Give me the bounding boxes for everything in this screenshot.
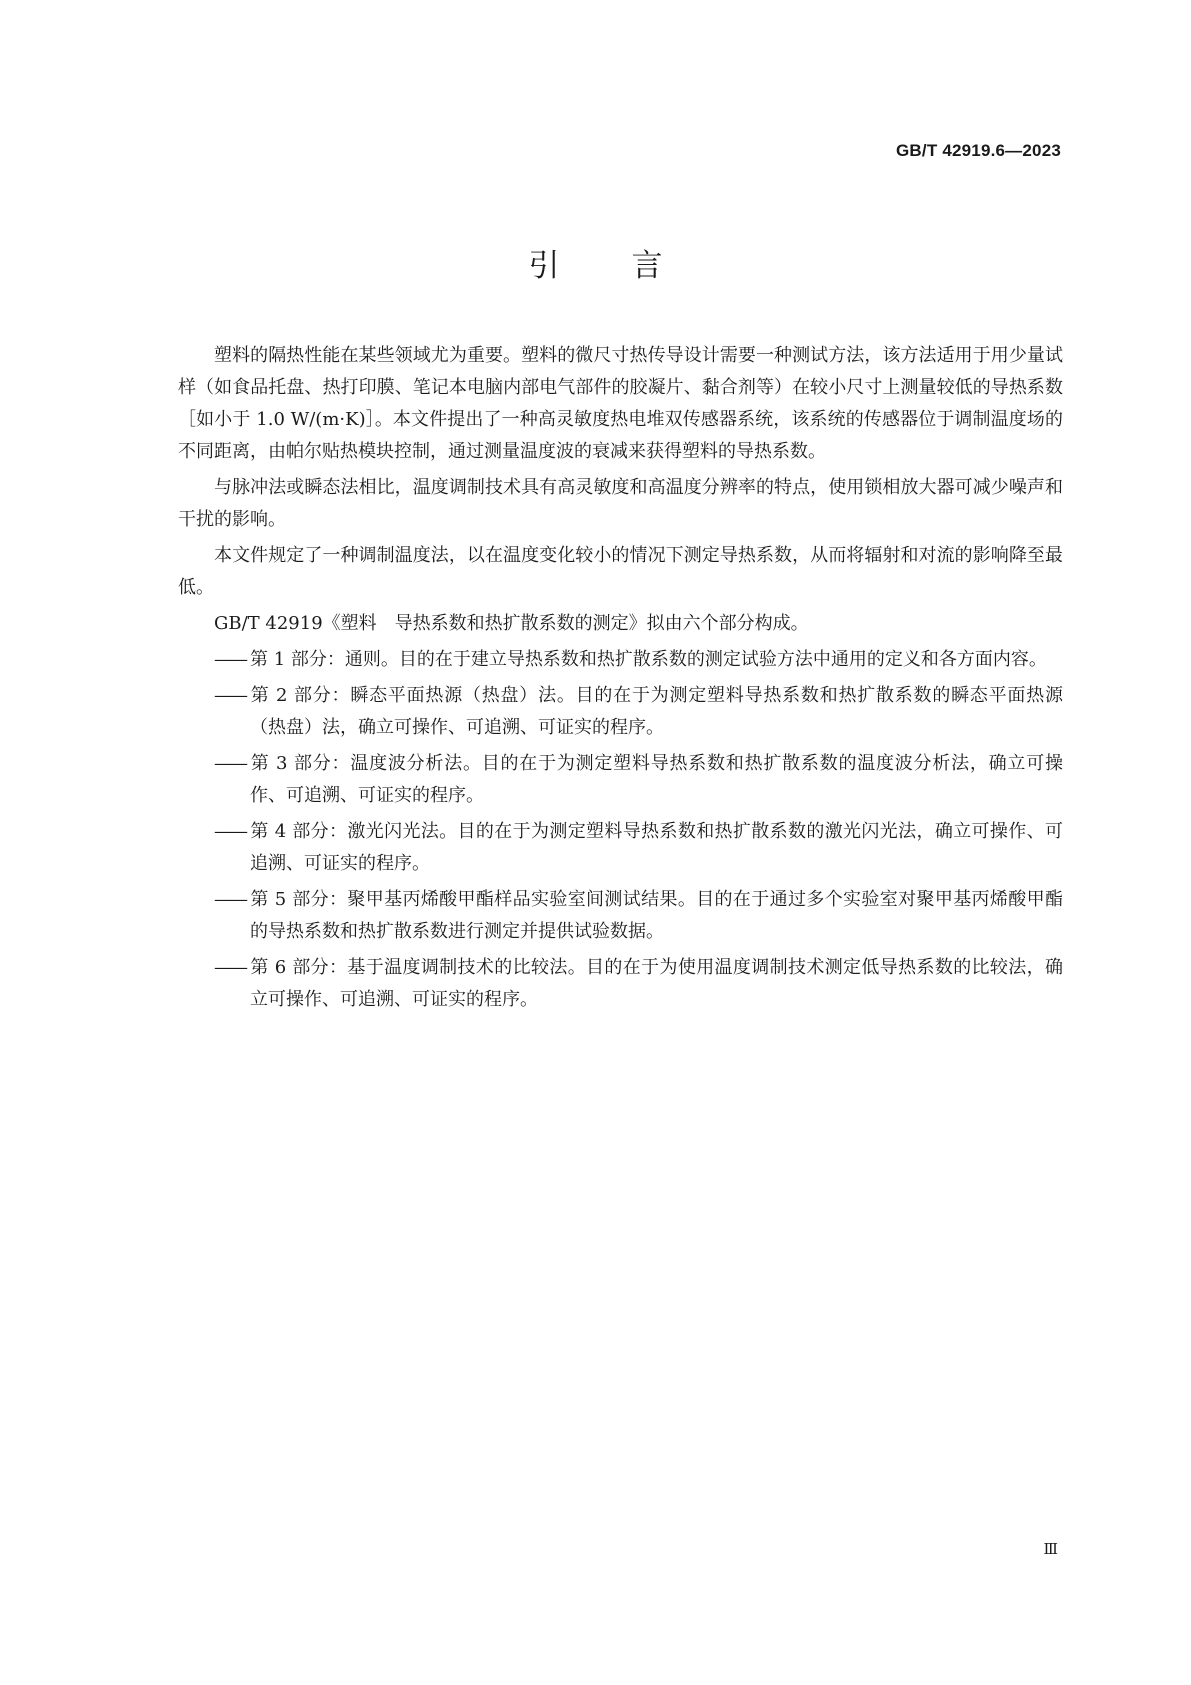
dash-marker: —— [214,685,246,706]
list-item [178,884,1063,948]
dash-marker: —— [214,753,246,774]
part-1-text: 第 1 部分：通则。目的在于建立导热系数和热扩散系数的测定试验方法中通用的定义和各方面内容。 [250,649,1047,670]
dash-marker: —— [214,957,246,978]
paragraph-3: 本文件规定了一种调制温度法，以在温度变化较小的情况下测定导热系数，从而将辐射和对流的影响降至最低。 [178,545,1063,598]
standard-code: GB/T 42919.6—2023 [896,141,1061,160]
parts-list [178,644,1063,1016]
list-item [178,680,1063,744]
dash-marker: —— [214,649,246,670]
page-number: Ⅲ [1043,1540,1058,1558]
part-3-text: 第 3 部分：温度波分析法。目的在于为测定塑料导热系数和热扩散系数的温度波分析法，确立可操作、可追溯、可证实的程序。 [250,753,1063,806]
part-4-text: 第 4 部分：激光闪光法。目的在于为测定塑料导热系数和热扩散系数的激光闪光法，确立可操作、可追溯、可证实的程序。 [250,821,1063,874]
page-title: 引言 [528,248,735,284]
dash-marker: —— [214,889,246,910]
part-2-text: 第 2 部分：瞬态平面热源（热盘）法。目的在于为测定塑料导热系数和热扩散系数的瞬态平面热源（热盘）法，确立可操作、可追溯、可证实的程序。 [250,685,1063,738]
document-body [178,340,1063,1020]
list-item [178,748,1063,812]
paragraph-2: 与脉冲法或瞬态法相比，温度调制技术具有高灵敏度和高温度分辨率的特点，使用锁相放大器可减少噪声和干扰的影响。 [178,477,1063,530]
list-item [178,952,1063,1016]
dash-marker: —— [214,821,246,842]
paragraph-1: 塑料的隔热性能在某些领域尤为重要。塑料的微尺寸热传导设计需要一种测试方法，该方法适用于用少量试样（如食品托盘、热打印膜、笔记本电脑内部电气部件的胶凝片、黏合剂等）在较小尺寸上测量较低的导热系数［如小于 1.0 W/(m·K)］。本文件提出了一种高灵敏度热电堆双传感器系统，该系统的传感器位于调制温度场的不同距离，由帕尔贴热模块控制，通过测量温度波的衰减来获得塑料的导热系数。 [178,345,1063,462]
part-6-text: 第 6 部分：基于温度调制技术的比较法。目的在于为使用温度调制技术测定低导热系数的比较法，确立可操作、可追溯、可证实的程序。 [250,957,1063,1010]
parts-intro: GB/T 42919《塑料 导热系数和热扩散系数的测定》拟由六个部分构成。 [214,613,809,634]
list-item [178,644,1063,676]
part-5-text: 第 5 部分：聚甲基丙烯酸甲酯样品实验室间测试结果。目的在于通过多个实验室对聚甲基丙烯酸甲酯的导热系数和热扩散系数进行测定并提供试验数据。 [250,889,1063,942]
list-item [178,816,1063,880]
